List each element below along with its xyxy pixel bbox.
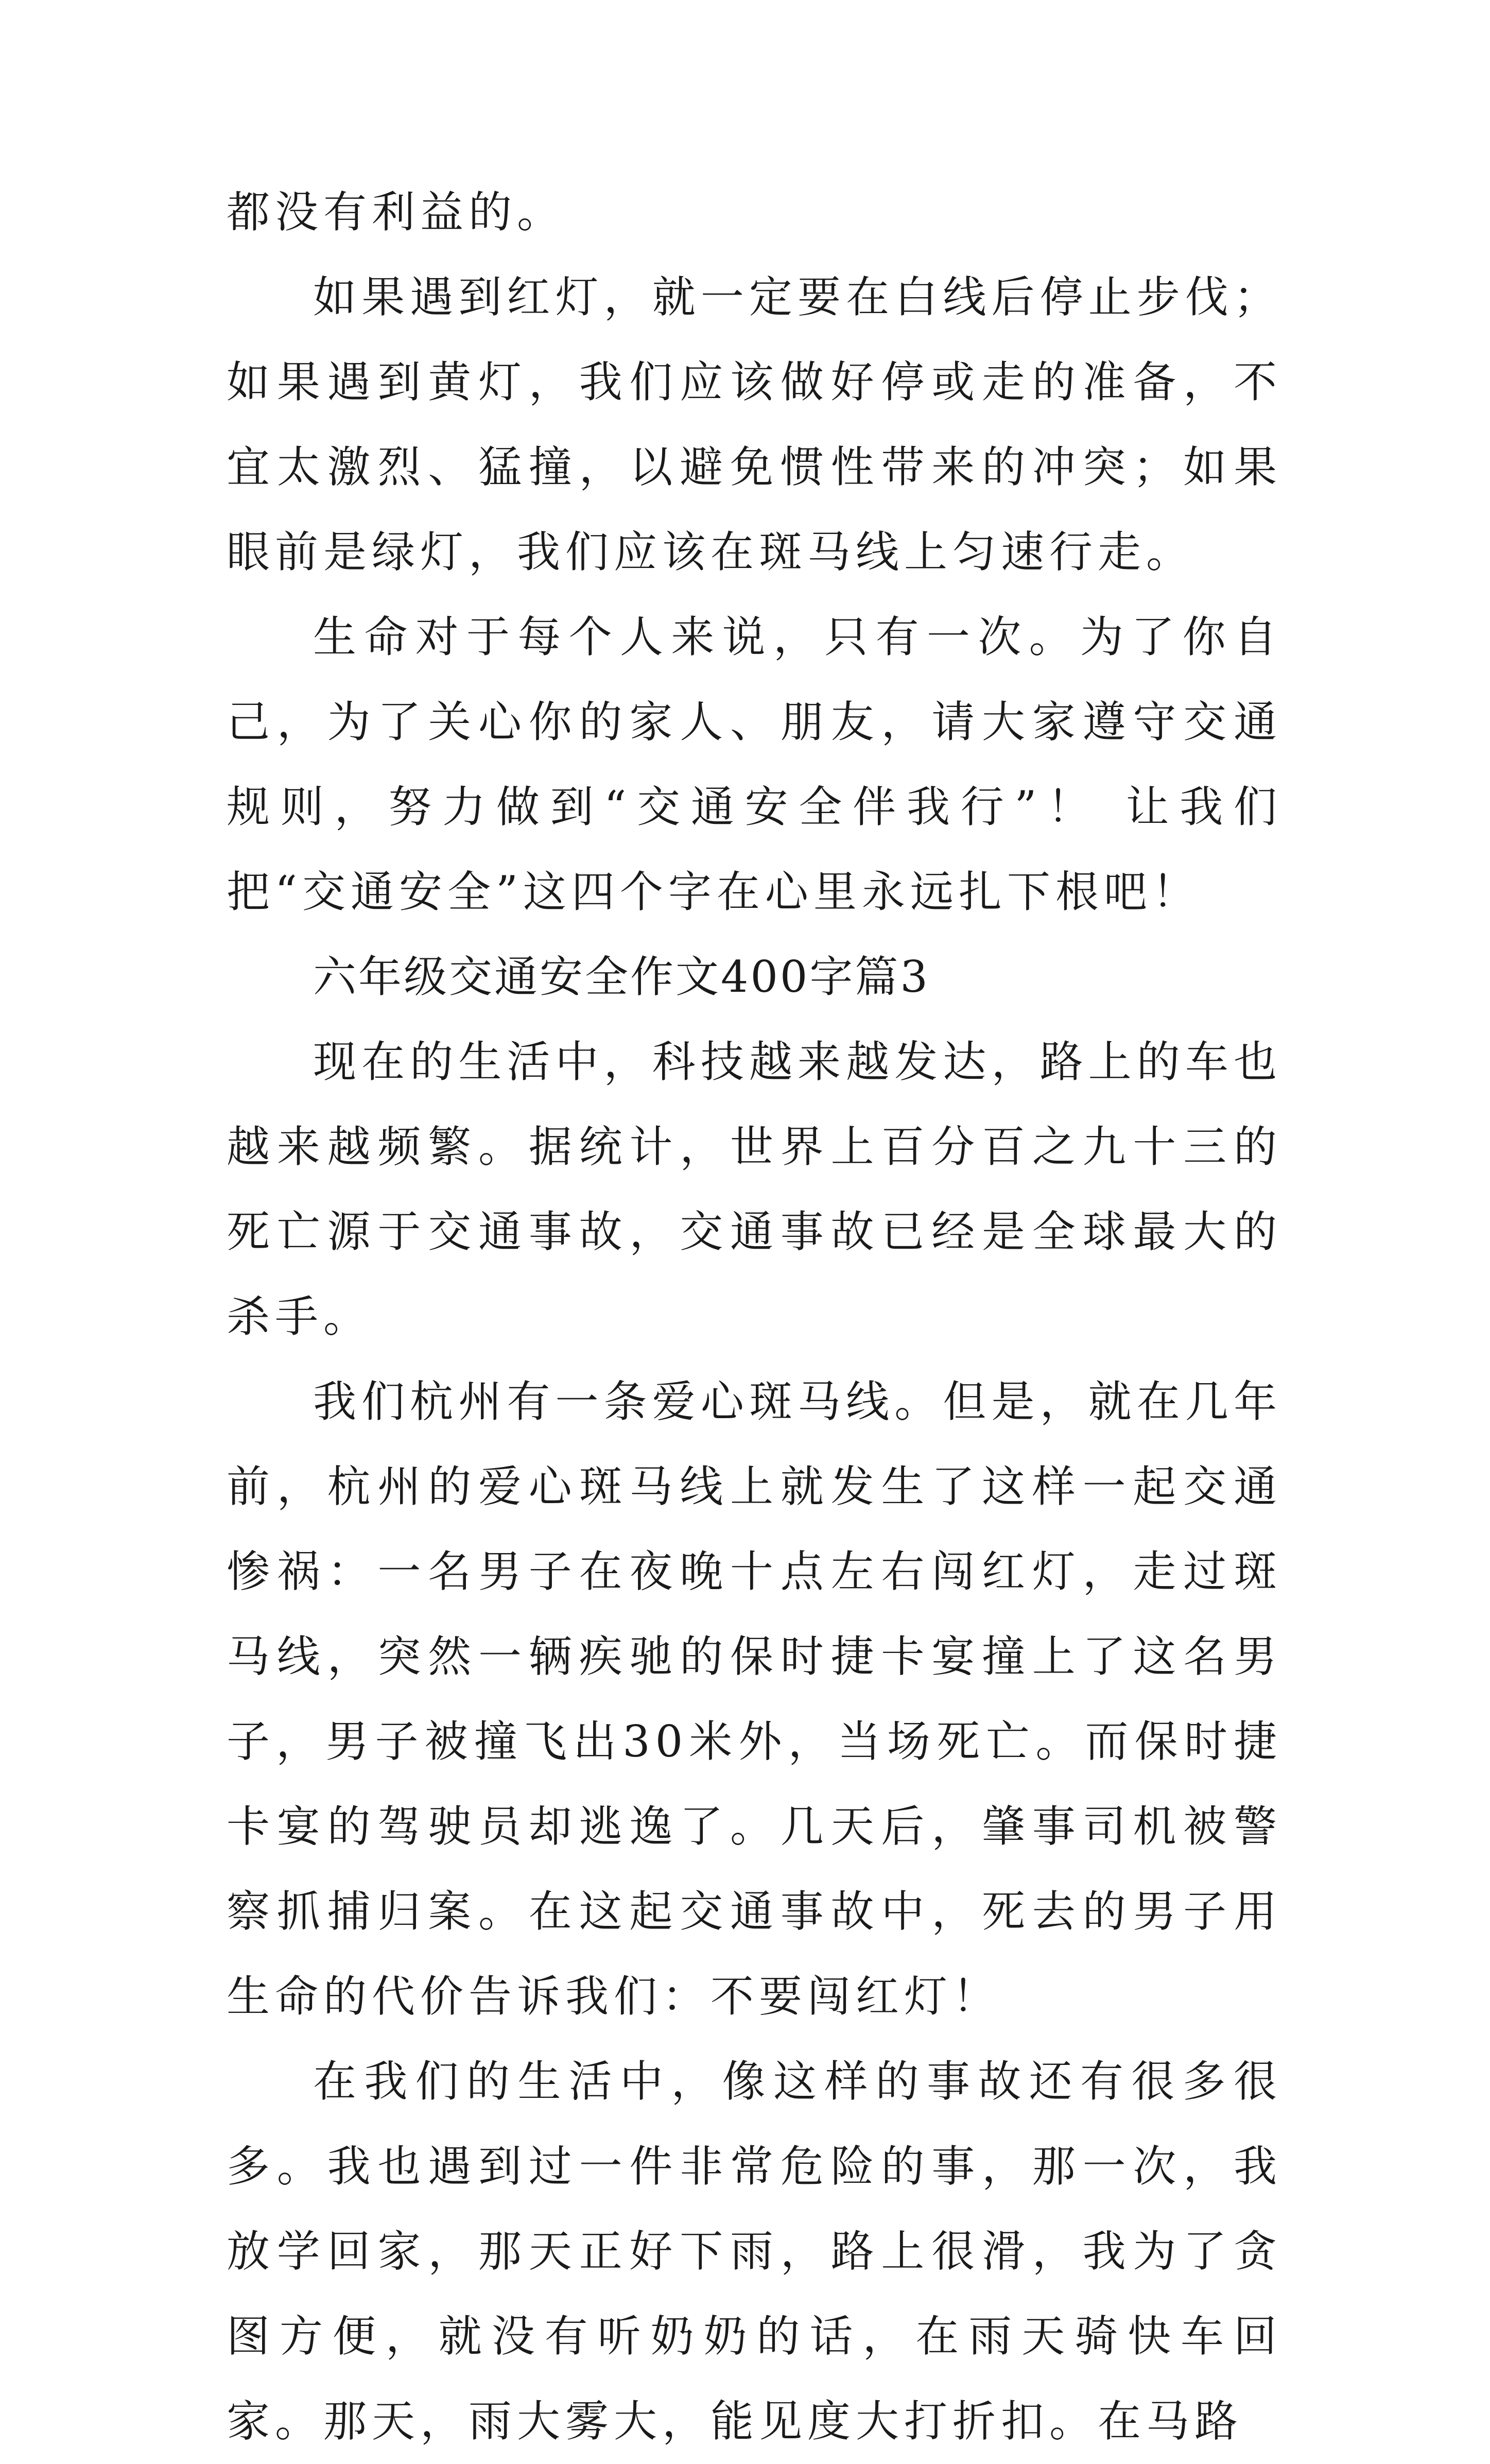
paragraph-traffic-lights: 如果遇到红灯，就一定要在白线后停止步伐；如果遇到黄灯，我们应该做好停或走的准备，不宜太激烈、猛撞，以避免惯性带来的冲突；如果眼前是绿灯，我们应该在斑马线上匀速行走。 <box>227 272 1282 577</box>
paragraph-continuation: 都没有利益的。 <box>227 187 566 237</box>
paragraph-life-once: 生命对于每个人来说，只有一次。为了你自己，为了关心你的家人、朋友，请大家遵守交通规则，努力做到“交通安全伴我行”！ 让我们把“交通安全”这四个字在心里永远扎下根吧！ <box>227 612 1282 917</box>
paragraph-hangzhou-accident: 我们杭州有一条爱心斑马线。但是，就在几年前，杭州的爱心斑马线上就发生了这样一起交通惨祸：一名男子在夜晚十点左右闯红灯，走过斑马线，突然一辆疾驰的保时捷卡宴撞上了这名男子，男子被撞飞出30米外，当场死亡。而保时捷卡宴的驾驶员却逃逸了。几天后，肇事司机被警察抓捕归案。在这起交通事故中，死去的男子用生命的代价告诉我们：不要闯红灯！ <box>227 1376 1282 2022</box>
document-body <box>227 170 1282 2464</box>
section-heading: 六年级交通安全作文400字篇3 <box>313 952 930 1002</box>
paragraph-personal-experience: 在我们的生活中，像这样的事故还有很多很多。我也遇到过一件非常危险的事，那一次，我放学回家，那天正好下雨，路上很滑，我为了贪图方便，就没有听奶奶的话，在雨天骑快车回家。那天，雨大雾大，能见度大打折扣。在马路 <box>227 2056 1282 2446</box>
paragraph-technology: 现在的生活中，科技越来越发达，路上的车也越来越频繁。据统计，世界上百分百之九十三的死亡源于交通事故，交通事故已经是全球最大的杀手。 <box>227 1037 1282 1342</box>
